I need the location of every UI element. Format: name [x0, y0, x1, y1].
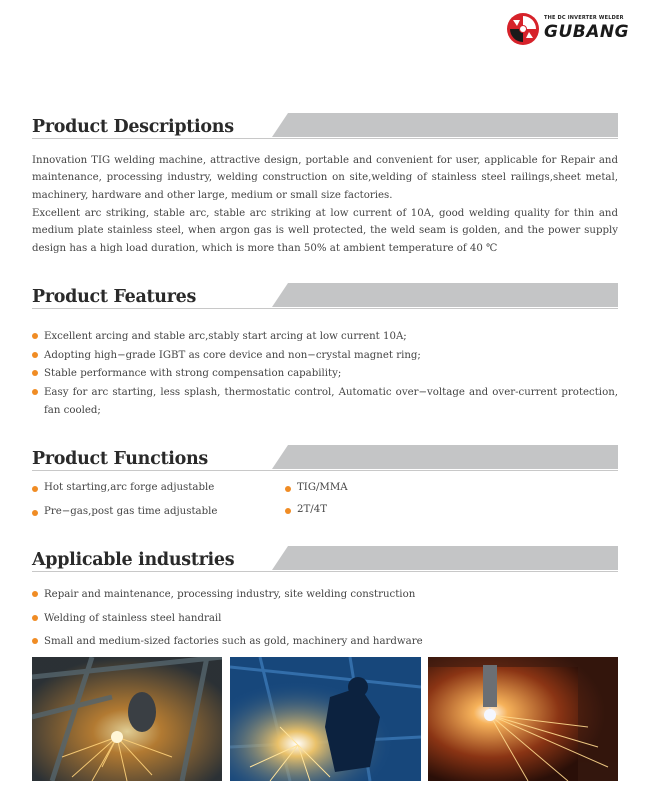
header-band — [272, 283, 618, 307]
section-title-features: Product Features — [32, 287, 196, 307]
bullet-dot-icon — [285, 486, 291, 492]
header-rule — [32, 308, 618, 309]
bullet-dot-icon — [32, 510, 38, 516]
header-rule — [32, 470, 618, 471]
header-rule — [32, 571, 618, 572]
list-item: Easy for arc starting, less splash, thermostatic control, Automatic over−voltage and over-current protection, fan cooled; — [32, 384, 618, 421]
bullet-dot-icon — [32, 486, 38, 492]
header-band — [272, 113, 618, 137]
section-header-functions — [32, 445, 618, 471]
industries-list — [32, 583, 618, 654]
list-item: Repair and maintenance, processing industry, site welding construction — [32, 583, 618, 607]
header-band — [272, 546, 618, 570]
bullet-dot-icon — [32, 638, 38, 644]
function-item: 2T/4T — [285, 504, 327, 515]
bullet-dot-icon — [32, 370, 38, 376]
brand-logo — [506, 12, 630, 46]
bullet-dot-icon — [32, 615, 38, 621]
function-item: Pre−gas,post gas time adjustable — [32, 506, 217, 517]
bullet-dot-icon — [285, 508, 291, 514]
features-list — [32, 328, 618, 421]
description-paragraph-2: Excellent arc striking, stable arc, stable arc striking at low current of 10A, good welding quality for thin and medium plate stainless steel, when argon gas is well protected, the weld seam is golden, and the power supply design has a high load duration, which is more than 50% at ambient temperature of 40 ℃ — [32, 208, 618, 254]
logo-tagline: THE DC INVERTER WELDER — [544, 15, 624, 21]
bullet-dot-icon — [32, 389, 38, 395]
header-band — [272, 445, 618, 469]
gubang-logo-icon — [506, 12, 540, 46]
list-item: Welding of stainless steel handrail — [32, 607, 618, 631]
section-header-descriptions — [32, 113, 618, 139]
function-item: Hot starting,arc forge adjustable — [32, 482, 214, 493]
list-item: Stable performance with strong compensation capability; — [32, 365, 618, 384]
header-rule — [32, 138, 618, 139]
description-paragraph-1: Innovation TIG welding machine, attractive design, portable and convenient for user, applicable for Repair and maintenance, processing industry, welding construction on site,welding of stainless steel railings,sheet metal, machinery, hardware and other large, medium or small size factories. — [32, 155, 618, 201]
section-title-industries: Applicable industries — [32, 550, 235, 570]
section-title-descriptions: Product Descriptions — [32, 117, 234, 137]
list-item: Excellent arcing and stable arc,stably start arcing at low current 10A; — [32, 328, 618, 347]
list-item: Small and medium-sized factories such as gold, machinery and hardware — [32, 630, 618, 654]
plasma-cutting-photo — [428, 657, 618, 781]
section-title-functions: Product Functions — [32, 449, 208, 469]
section-header-industries — [32, 546, 618, 572]
bullet-dot-icon — [32, 333, 38, 339]
welding-sparks-photo — [32, 657, 222, 781]
list-item: Adopting high−grade IGBT as core device and non−crystal magnet ring; — [32, 347, 618, 366]
section-header-features — [32, 283, 618, 309]
bullet-dot-icon — [32, 591, 38, 597]
welder-at-work-photo — [230, 657, 421, 781]
function-item: TIG/MMA — [285, 482, 348, 493]
bullet-dot-icon — [32, 352, 38, 358]
logo-brand-name: GUBANG — [544, 22, 630, 42]
